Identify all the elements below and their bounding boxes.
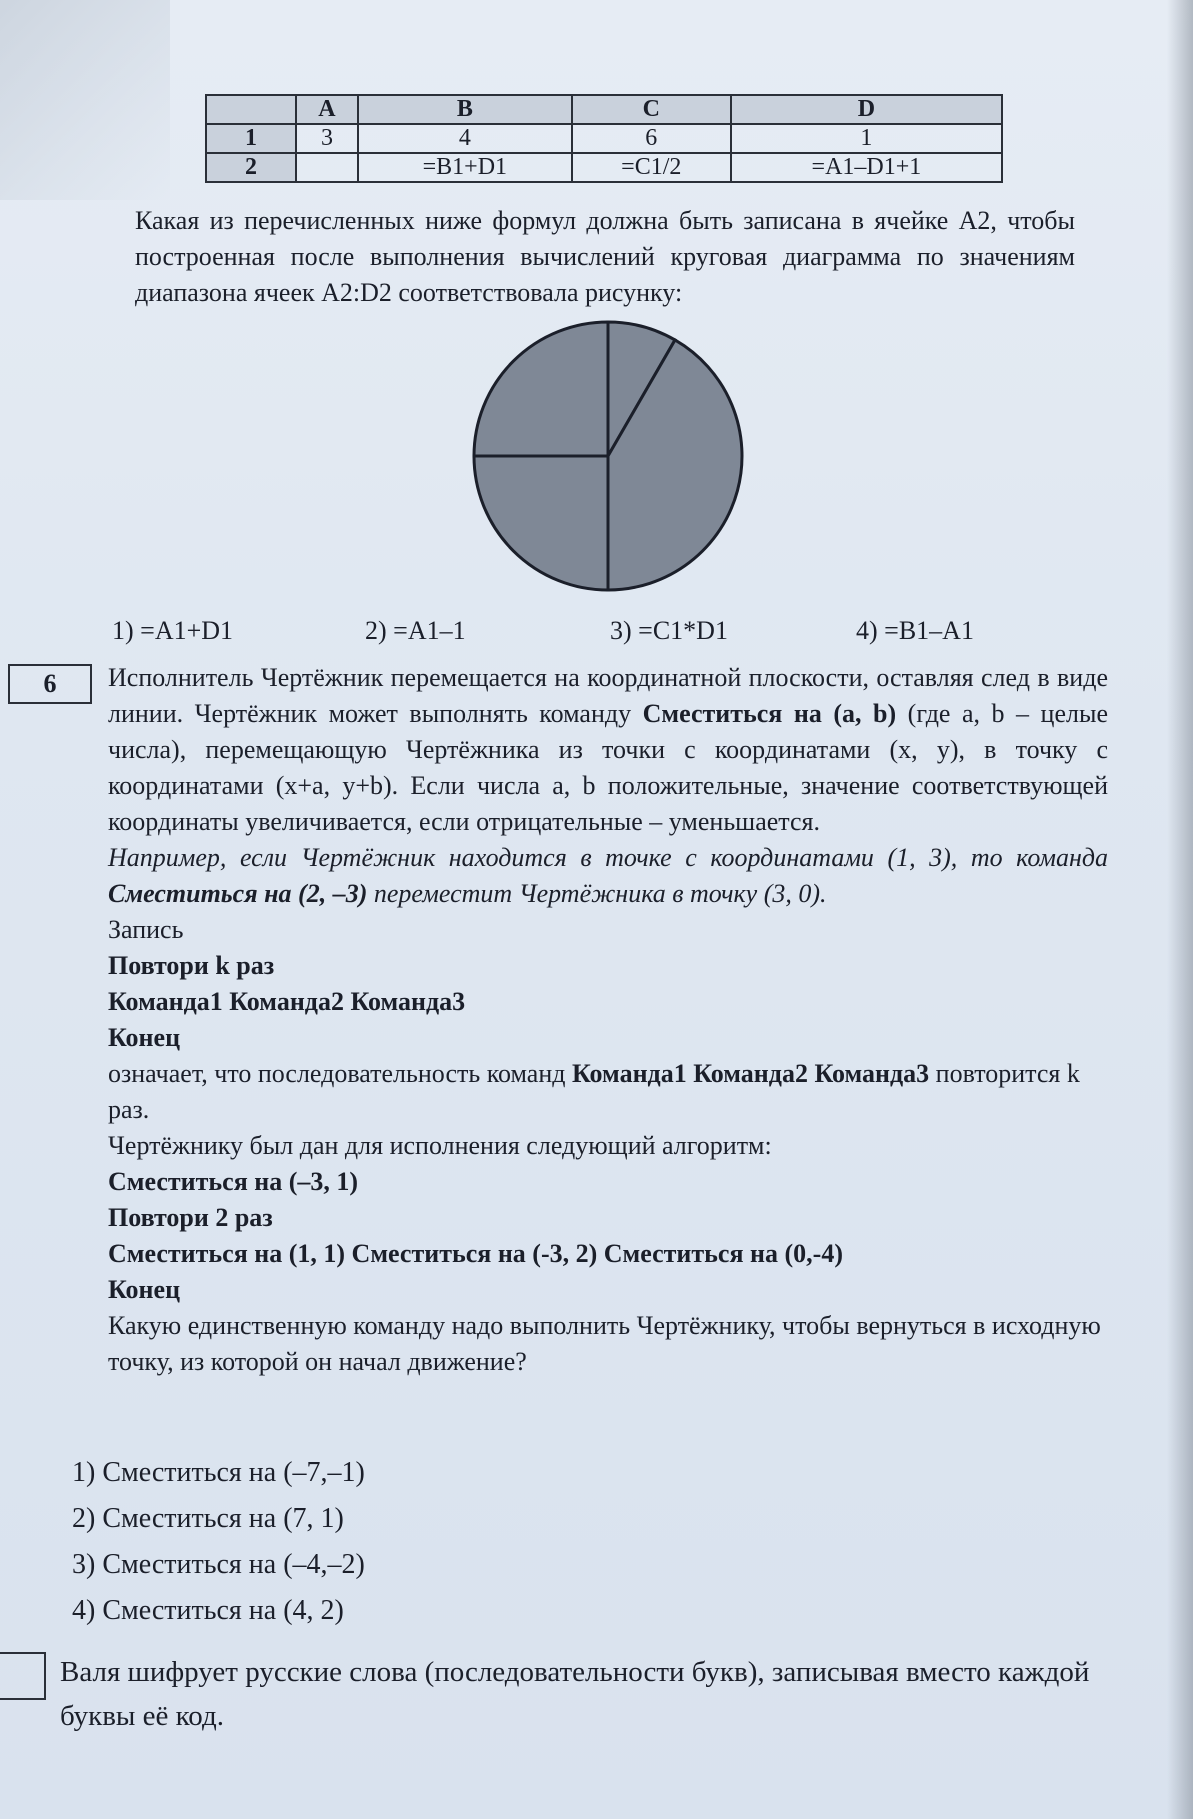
q6-algorithm-line: Сместиться на (1, 1) Сместиться на (-3, 2) Сместиться на (0,-4) bbox=[108, 1239, 843, 1268]
answer-option[interactable]: 3) =C1*D1 bbox=[610, 616, 728, 645]
cell-b1: 4 bbox=[358, 124, 572, 153]
q6-algorithm-line: Конец bbox=[108, 1275, 181, 1304]
pie-slice-a2 bbox=[474, 322, 608, 456]
q6-example-start: Например, если Чертёжник находится в точке с координатами (1, 3), то команда bbox=[108, 843, 1108, 872]
q6-example-end: переместит Чертёжника в точку (3, 0). bbox=[367, 879, 827, 908]
q6-commands: Команда1 Команда2 Команда3 bbox=[108, 987, 466, 1016]
col-header-d: D bbox=[731, 95, 1002, 124]
q6-example-command: Сместиться на (2, –3) bbox=[108, 879, 368, 908]
table-row bbox=[206, 124, 1002, 153]
row-header: 2 bbox=[206, 153, 296, 182]
table-header-row bbox=[206, 95, 1002, 124]
q6-end: Конец bbox=[108, 1023, 181, 1052]
answer-option[interactable]: 1) Сместиться на (–7,–1) bbox=[72, 1457, 365, 1488]
cell-c1: 6 bbox=[572, 124, 731, 153]
task-number-box bbox=[0, 1652, 46, 1700]
q6-algorithm-line: Сместиться на (–3, 1) bbox=[108, 1167, 359, 1196]
pie-chart bbox=[470, 318, 746, 594]
question-6 bbox=[108, 660, 1108, 1380]
page-fold-shadow bbox=[0, 0, 170, 200]
q6-intro-rest: (где a, b – целые числа), перемещающую Чертёжника из точки с координатами (x, y), в точку с координатами (x+a, y+b). Если числа a, b положительные, значение соответствующей координаты увеличивается, если отрицательные – уменьшается. bbox=[108, 699, 1108, 836]
q6-algorithm-line: Повтори 2 раз bbox=[108, 1203, 273, 1232]
q6-repeat-k: Повтори k раз bbox=[108, 951, 275, 980]
cell-a2 bbox=[296, 153, 358, 182]
cell-a1: 3 bbox=[296, 124, 358, 153]
q6-intro-start: Исполнитель Чертёжник перемещается на координатной плоскости, оставляя след в виде линии. Чертёжник может выполнять команду bbox=[108, 663, 1108, 728]
q6-question: Какую единственную команду надо выполнить Чертёжнику, чтобы вернуться в исходную точку, из которой он начал движение? bbox=[108, 1311, 1101, 1376]
question-5-text: Какая из перечисленных ниже формул должна быть записана в ячейке А2, чтобы построенная после выполнения вычислений круговая диаграмма по значениям диапазона ячеек A2:D2 соответствовала рисунку: bbox=[135, 206, 1075, 307]
col-header-c: C bbox=[572, 95, 731, 124]
q6-means-end: повторится k раз. bbox=[108, 1059, 1080, 1124]
cell-d2: =A1–D1+1 bbox=[731, 153, 1002, 182]
cell-d1: 1 bbox=[731, 124, 1002, 153]
spreadsheet-table bbox=[205, 94, 1003, 183]
answer-option[interactable]: 4) =B1–A1 bbox=[856, 616, 974, 645]
q6-given: Чертёжнику был дан для исполнения следующий алгоритм: bbox=[108, 1131, 772, 1160]
corner-cell bbox=[206, 95, 296, 124]
answer-option[interactable]: 1) =A1+D1 bbox=[112, 616, 234, 645]
answer-option[interactable]: 2) =A1–1 bbox=[365, 616, 466, 645]
col-header-a: A bbox=[296, 95, 358, 124]
q6-means-start: означает, что последовательность команд bbox=[108, 1059, 572, 1088]
row-header: 1 bbox=[206, 124, 296, 153]
q6-command: Сместиться на (a, b) bbox=[642, 699, 897, 728]
q6-example bbox=[108, 840, 1108, 912]
pie-slice-c2 bbox=[474, 456, 608, 590]
answer-option[interactable]: 2) Сместиться на (7, 1) bbox=[72, 1503, 344, 1534]
task-number-box: 6 bbox=[8, 664, 92, 704]
page-edge-shadow bbox=[1167, 0, 1193, 1819]
col-header-b: B bbox=[358, 95, 572, 124]
cell-c2: =C1/2 bbox=[572, 153, 731, 182]
question-7-text: Валя шифрует русские слова (последовательности букв), записывая вместо каждой буквы её код. bbox=[60, 1656, 1090, 1732]
question-6-options bbox=[72, 1450, 365, 1634]
q6-intro bbox=[108, 660, 1108, 840]
q6-means bbox=[108, 1056, 1108, 1128]
q6-means-commands: Команда1 Команда2 Команда3 bbox=[571, 1059, 930, 1088]
answer-option[interactable]: 4) Сместиться на (4, 2) bbox=[72, 1595, 344, 1626]
table-row bbox=[206, 153, 1002, 182]
q6-zapis: Запись bbox=[108, 915, 184, 944]
answer-option[interactable]: 3) Сместиться на (–4,–2) bbox=[72, 1549, 365, 1580]
cell-b2: =B1+D1 bbox=[358, 153, 572, 182]
